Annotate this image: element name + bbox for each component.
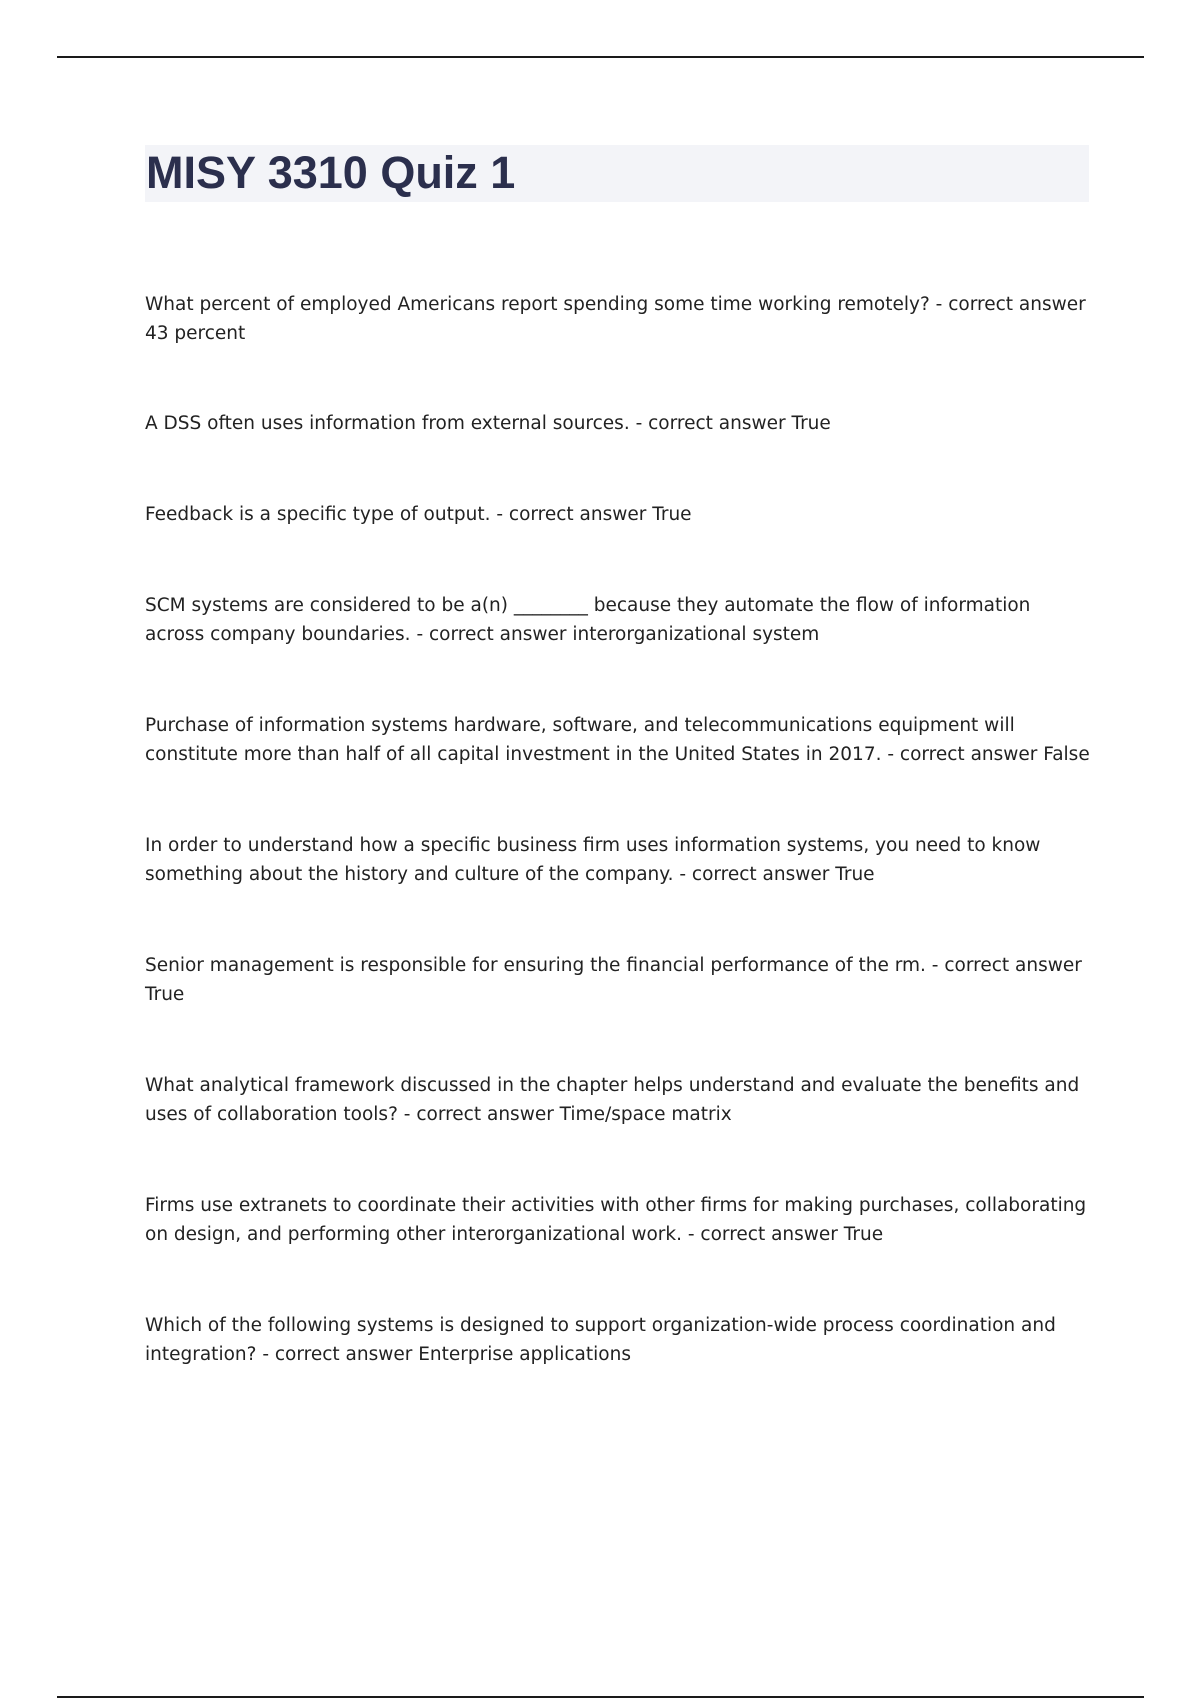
- bottom-rule: [57, 1696, 1144, 1698]
- qa-item-2: A DSS often uses information from external sources. - correct answer True: [145, 413, 831, 434]
- qa-item-1: What percent of employed Americans report spending some time working remotely? - correct answer 43 percent: [145, 294, 1086, 344]
- qa-item-9: Firms use extranets to coordinate their activities with other firms for making purchases, collaborating on design, and performing other interorganizational work. - correct answer True: [145, 1195, 1087, 1245]
- page-title: MISY 3310 Quiz 1: [146, 147, 516, 198]
- qa-item-6: In order to understand how a specific business firm uses information systems, you need to know something about the history and culture of the company. - correct answer True: [145, 835, 1041, 885]
- top-rule: [57, 56, 1144, 58]
- qa-item-4: SCM systems are considered to be a(n) ________ because they automate the flow of information across company boundaries. - correct answer interorganizational system: [145, 595, 1031, 645]
- qa-item-5: Purchase of information systems hardware, software, and telecommunications equipment will constitute more than half of all capital investment in the United States in 2017. - correct answer False: [145, 715, 1090, 765]
- qa-item-10: Which of the following systems is designed to support organization-wide process coordination and integration? - correct answer Enterprise applications: [145, 1315, 1056, 1365]
- qa-item-3: Feedback is a specific type of output. - correct answer True: [145, 504, 692, 525]
- qa-item-7: Senior management is responsible for ensuring the financial performance of the rm. - correct answer True: [145, 955, 1082, 1005]
- qa-item-8: What analytical framework discussed in the chapter helps understand and evaluate the benefits and uses of collaboration tools? - correct answer Time/space matrix: [145, 1075, 1080, 1125]
